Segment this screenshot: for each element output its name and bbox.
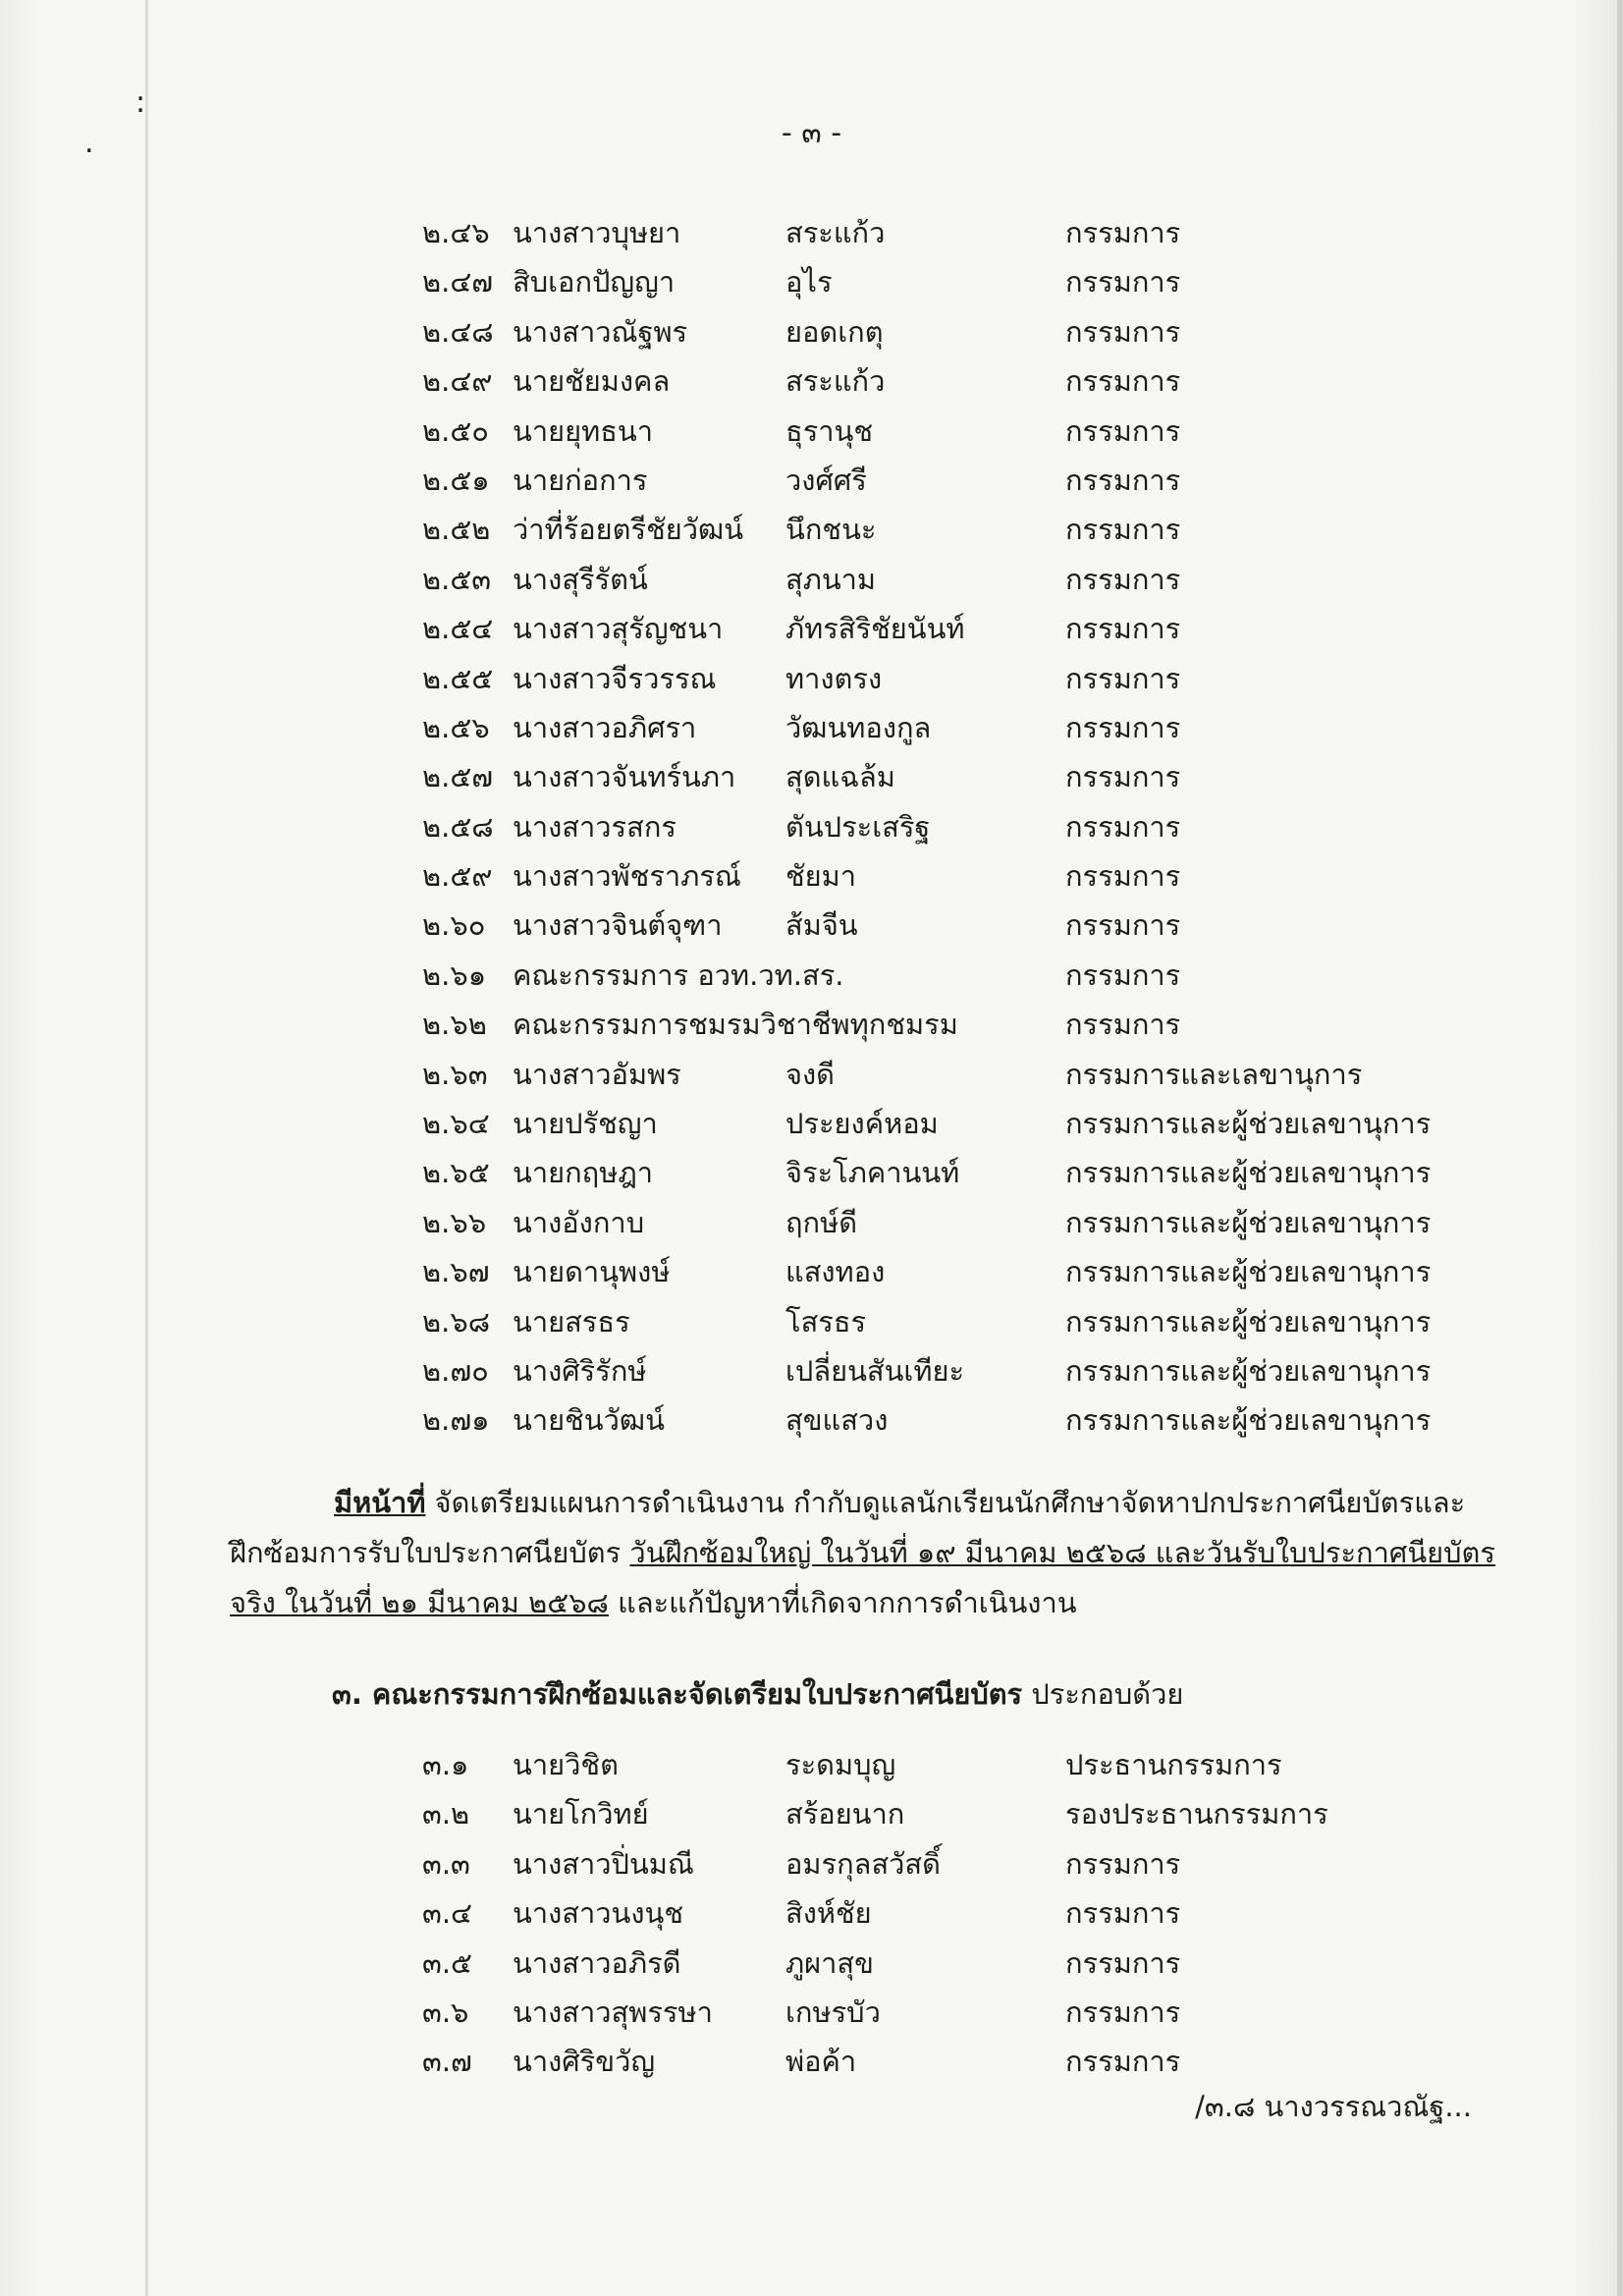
continuation-note: /๓.๘ นางวรรณวณัฐ... — [1195, 2090, 1472, 2123]
member-surname: ธุรานุช — [785, 413, 874, 448]
section-3-heading — [332, 1669, 1183, 1719]
roster-row — [422, 1395, 1502, 1445]
member-surname: เกษรบัว — [785, 1995, 881, 2029]
item-number: ๓.๗ — [422, 2045, 472, 2079]
section-3-title: ๓. คณะกรรมการฝึกซ้อมและจัดเตรียมใบประกาศนียบัตร — [332, 1677, 1023, 1711]
member-surname: ยอดเกตุ — [785, 314, 884, 349]
item-number: ๒.๔๗ — [422, 265, 494, 300]
member-role: กรรมการ — [1065, 265, 1181, 300]
member-role: กรรมการ — [1065, 612, 1181, 646]
roster-row — [422, 752, 1502, 801]
member-name: นางสาวสุพรรษา — [513, 1995, 713, 2029]
member-role: รองประธานกรรมการ — [1065, 1797, 1328, 1831]
roster-row — [422, 1297, 1502, 1346]
member-role: กรรมการ — [1065, 2045, 1181, 2079]
member-role: กรรมการ — [1065, 1846, 1181, 1881]
member-surname: ฤกษ์ดี — [785, 1205, 858, 1239]
member-role: ประธานกรรมการ — [1065, 1748, 1282, 1781]
member-surname: เปลี่ยนสันเทียะ — [785, 1353, 965, 1388]
member-role: กรรมการ — [1065, 908, 1181, 943]
member-role: กรรมการและเลขานุการ — [1065, 1057, 1363, 1091]
roster-row — [422, 456, 1502, 505]
roster-row — [422, 802, 1502, 851]
member-surname: ภัทรสิริชัยนันท์ — [785, 612, 965, 646]
roster-row — [422, 555, 1502, 604]
member-name: นางศิริขวัญ — [513, 2045, 656, 2079]
item-number: ๒.๔๙ — [422, 364, 493, 399]
member-name: ว่าที่ร้อยตรีชัยวัฒน์ — [513, 513, 744, 547]
member-role: กรรมการ — [1065, 1008, 1181, 1042]
member-name: นายสรธร — [513, 1304, 630, 1339]
duty-paragraph — [230, 1478, 1495, 1628]
duty-date-rehearsal: วันฝึกซ้อมใหญ่ ในวันที่ ๑๙ มีนาคม ๒๕๖๘ และวันรับใบประกาศนียบัตร — [629, 1536, 1495, 1569]
member-role: กรรมการ — [1065, 1995, 1181, 2029]
member-surname: สุภนาม — [785, 562, 877, 596]
item-number: ๒.๗๐ — [422, 1353, 489, 1388]
member-surname: อุไร — [785, 265, 833, 300]
roster-row — [422, 1740, 1502, 1789]
member-name: คณะกรรมการ อวท.วท.สร. — [513, 957, 844, 992]
member-role: กรรมการ — [1065, 859, 1181, 894]
roster-row — [422, 1839, 1502, 1888]
member-name: นายดานุพงษ์ — [513, 1255, 671, 1289]
item-number: ๓.๖ — [422, 1995, 469, 2029]
item-number: ๓.๑ — [422, 1748, 469, 1781]
member-name: นางสาวอภิรดี — [513, 1945, 681, 1980]
member-role: กรรมการ — [1065, 760, 1181, 794]
member-role: กรรมการ — [1065, 1945, 1181, 1980]
member-name: นางสาวจีรวรรณ — [513, 661, 717, 695]
roster-row — [422, 257, 1502, 306]
member-surname: จงดี — [785, 1057, 835, 1091]
roster-row — [422, 1148, 1502, 1197]
item-number: ๒.๕๖ — [422, 710, 490, 744]
member-role: กรรมการ — [1065, 314, 1181, 349]
section-3-suffix: ประกอบด้วย — [1022, 1677, 1184, 1711]
member-name: นางสาวรสกร — [513, 809, 676, 844]
duty-line-1 — [230, 1478, 1477, 1528]
roster-row — [422, 407, 1502, 456]
member-name: นางสาวพัชราภรณ์ — [513, 859, 741, 894]
member-role: กรรมการ — [1065, 513, 1181, 547]
member-name: สิบเอกปัญญา — [513, 265, 676, 300]
item-number: ๒.๕๕ — [422, 661, 494, 695]
roster-row — [422, 901, 1502, 950]
member-name: นางสาวปิ่นมณี — [513, 1846, 694, 1881]
page-number: - ๓ - — [781, 116, 842, 150]
member-surname: ระดมบุญ — [785, 1748, 896, 1781]
roster-row — [422, 1198, 1502, 1247]
roster-row — [422, 951, 1502, 1000]
member-surname: ชัยมา — [785, 859, 857, 894]
member-surname: สร้อยนาก — [785, 1797, 905, 1831]
member-name: นายปรัชญา — [513, 1107, 658, 1141]
roster-row — [422, 1939, 1502, 1988]
page-fold-shadow — [145, 0, 148, 2296]
member-surname: สิงห์ชัย — [785, 1896, 872, 1931]
member-name: นายกฤษฎา — [513, 1156, 654, 1190]
member-name: คณะกรรมการชมรมวิชาชีพทุกชมรม — [513, 1008, 958, 1042]
roster-row — [422, 654, 1502, 703]
roster-row — [422, 2037, 1502, 2086]
member-name: นางอังกาบ — [513, 1205, 645, 1239]
item-number: ๒.๕๔ — [422, 612, 494, 646]
member-surname: ภูผาสุข — [785, 1945, 874, 1980]
member-role: กรรมการ — [1065, 661, 1181, 695]
member-role: กรรมการและผู้ช่วยเลขานุการ — [1065, 1107, 1432, 1141]
member-name: นางสาวอภิศรา — [513, 710, 697, 744]
roster-row — [422, 356, 1502, 406]
member-surname: โสรธร — [785, 1304, 867, 1339]
duty-line-3 — [230, 1578, 1477, 1628]
member-name: นางสาวอัมพร — [513, 1057, 681, 1091]
member-role: กรรมการและผู้ช่วยเลขานุการ — [1065, 1255, 1432, 1289]
roster-row — [422, 208, 1502, 257]
item-number: ๒.๕๐ — [422, 413, 489, 448]
member-role: กรรมการและผู้ช่วยเลขานุการ — [1065, 1205, 1432, 1239]
roster-row — [422, 851, 1502, 901]
member-name: นางสาวจินต์จุฑา — [513, 908, 723, 943]
member-surname: พ่อค้า — [785, 2045, 857, 2079]
member-role: กรรมการ — [1065, 710, 1181, 744]
item-number: ๒.๕๑ — [422, 463, 490, 497]
member-role: กรรมการ — [1065, 463, 1181, 497]
committee-roster-3 — [422, 1740, 1502, 2087]
page-edge-shadow — [1617, 0, 1623, 2296]
item-number: ๒.๗๑ — [422, 1403, 490, 1438]
member-name: นายวิชิต — [513, 1748, 619, 1781]
member-surname: สุขแสวง — [785, 1403, 889, 1438]
duty-text: และแก้ปัญหาที่เกิดจากการดำเนินงาน — [608, 1586, 1077, 1619]
member-name: นางสาวสุรัญชนา — [513, 612, 724, 646]
item-number: ๒.๖๒ — [422, 1008, 487, 1042]
item-number: ๒.๖๗ — [422, 1255, 490, 1289]
item-number: ๒.๕๒ — [422, 513, 491, 547]
item-number: ๒.๖๓ — [422, 1057, 488, 1091]
roster-row — [422, 1050, 1502, 1099]
item-number: ๒.๔๘ — [422, 314, 494, 349]
member-role: กรรมการ — [1065, 809, 1181, 844]
member-name: นางสาวบุษยา — [513, 216, 681, 249]
member-surname: สุดแฉล้ม — [785, 760, 895, 794]
item-number: ๓.๒ — [422, 1797, 470, 1831]
item-number: ๒.๖๐ — [422, 908, 486, 943]
item-number: ๓.๓ — [422, 1846, 470, 1881]
member-surname: วัฒนทองกูล — [785, 710, 932, 744]
roster-row — [422, 1099, 1502, 1148]
item-number: ๒.๕๙ — [422, 859, 493, 894]
item-number: ๒.๖๘ — [422, 1304, 491, 1339]
member-surname: นึกชนะ — [785, 513, 877, 547]
stray-mark: . — [84, 126, 94, 160]
roster-row — [422, 604, 1502, 653]
member-role: กรรมการ — [1065, 957, 1181, 992]
duty-date-ceremony: จริง ในวันที่ ๒๑ มีนาคม ๒๕๖๘ — [230, 1586, 609, 1619]
item-number: ๒.๕๘ — [422, 809, 494, 844]
member-role: กรรมการและผู้ช่วยเลขานุการ — [1065, 1353, 1432, 1388]
member-role: กรรมการ — [1065, 413, 1181, 448]
member-name: นายชินวัฒน์ — [513, 1403, 665, 1438]
member-surname: ส้มจีน — [785, 908, 858, 943]
committee-roster-2 — [422, 208, 1502, 1446]
member-name: นายก่อการ — [513, 463, 648, 497]
member-name: นางสุรีรัตน์ — [513, 562, 648, 596]
roster-row — [422, 1888, 1502, 1938]
member-surname: ทางตรง — [785, 661, 883, 695]
roster-row — [422, 1988, 1502, 2037]
duty-text: จัดเตรียมแผนการดำเนินงาน กำกับดูแลนักเรียนนักศึกษาจัดหาปกประกาศนียบัตรและ — [425, 1486, 1466, 1519]
member-role: กรรมการ — [1065, 1896, 1181, 1931]
member-name: นางสาวณัฐพร — [513, 314, 688, 349]
item-number: ๓.๕ — [422, 1945, 472, 1980]
member-name: นายชัยมงคล — [513, 364, 671, 399]
stray-mark: : — [135, 85, 146, 120]
member-role: กรรมการ — [1065, 562, 1181, 596]
item-number: ๒.๖๖ — [422, 1205, 487, 1239]
member-surname: ตันประเสริฐ — [785, 809, 931, 844]
roster-row — [422, 307, 1502, 356]
member-role: กรรมการ — [1065, 216, 1181, 249]
item-number: ๒.๖๑ — [422, 957, 487, 992]
roster-row — [422, 703, 1502, 752]
duty-label: มีหน้าที่ — [334, 1486, 426, 1519]
roster-row — [422, 1247, 1502, 1296]
member-surname: สระแก้ว — [785, 364, 886, 399]
member-name: นายโกวิทย์ — [513, 1797, 649, 1831]
item-number: ๒.๔๖ — [422, 216, 490, 249]
member-role: กรรมการและผู้ช่วยเลขานุการ — [1065, 1304, 1432, 1339]
roster-row — [422, 1346, 1502, 1395]
member-surname: แสงทอง — [785, 1255, 886, 1289]
member-name: นางศิริรักษ์ — [513, 1353, 647, 1388]
item-number: ๒.๕๓ — [422, 562, 492, 596]
roster-row — [422, 1789, 1502, 1838]
roster-row — [422, 1000, 1502, 1049]
member-name: นางสาวนงนุช — [513, 1896, 684, 1931]
item-number: ๓.๔ — [422, 1896, 472, 1931]
member-surname: วงศ์ศรี — [785, 463, 867, 497]
member-surname: จิระโภคานนท์ — [785, 1156, 960, 1190]
member-surname: อมรกุลสวัสดิ์ — [785, 1846, 941, 1881]
duty-text: ฝึกซ้อมการรับใบประกาศนียบัตร — [230, 1536, 630, 1569]
member-name: นางสาวจันทร์นภา — [513, 760, 736, 794]
member-role: กรรมการและผู้ช่วยเลขานุการ — [1065, 1403, 1432, 1438]
member-surname: ประยงค์หอม — [785, 1107, 939, 1141]
duty-line-2 — [230, 1528, 1495, 1578]
item-number: ๒.๖๔ — [422, 1107, 490, 1141]
member-role: กรรมการ — [1065, 364, 1181, 399]
member-role: กรรมการและผู้ช่วยเลขานุการ — [1065, 1156, 1432, 1190]
item-number: ๒.๕๗ — [422, 760, 494, 794]
member-name: นายยุทธนา — [513, 413, 654, 448]
member-surname: สระแก้ว — [785, 216, 886, 249]
roster-row — [422, 505, 1502, 554]
item-number: ๒.๖๕ — [422, 1156, 490, 1190]
